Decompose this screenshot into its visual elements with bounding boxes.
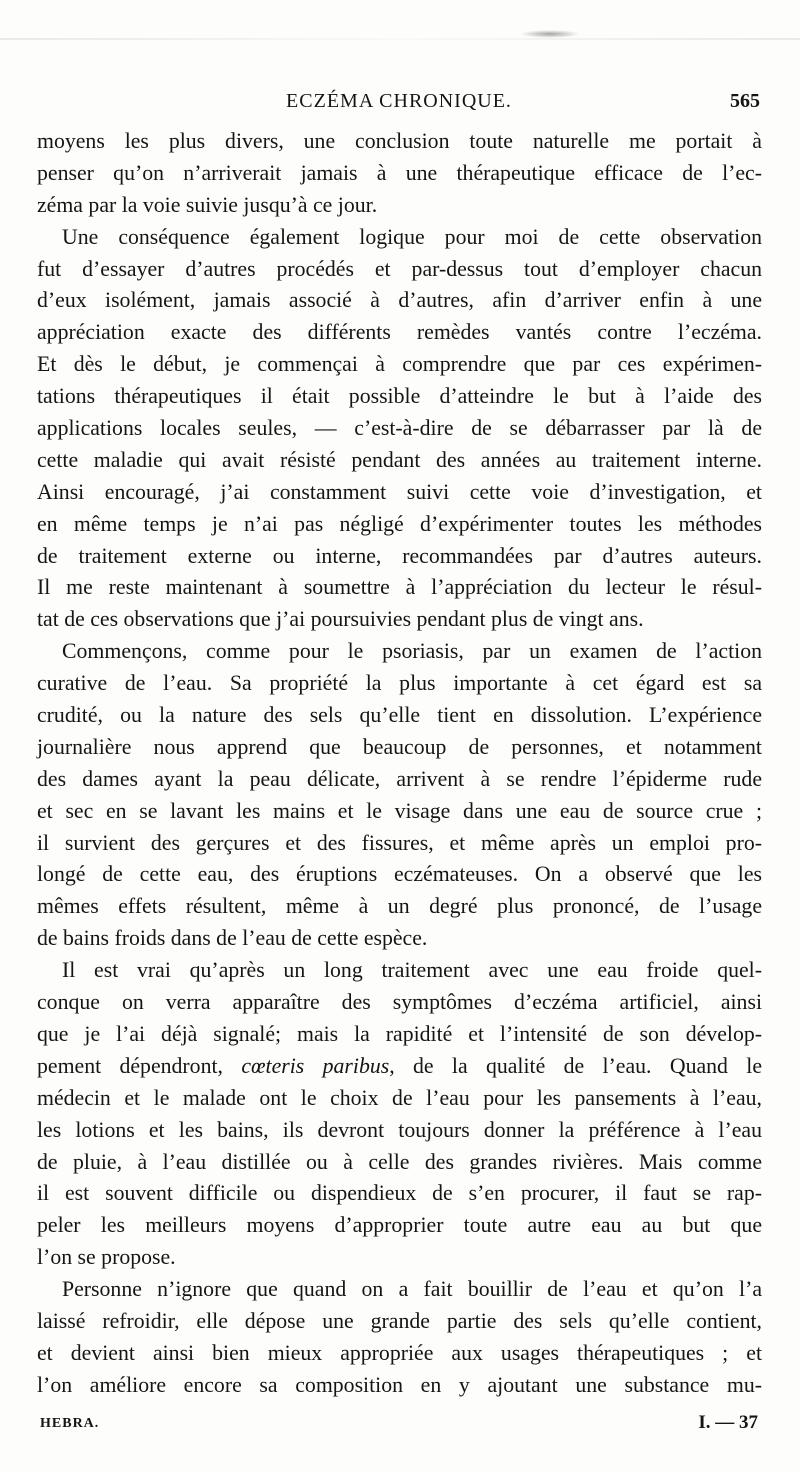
ink-smudge — [520, 30, 580, 38]
text-line: Personne n’ignore que quand on a fait bouillir de l’eau et qu’on l’a — [62, 1277, 762, 1302]
text-line: appréciation exacte des différents remèdes vantés contre l’eczéma. — [37, 320, 762, 345]
text-line: tat de ces observations que j’ai poursuivies pendant plus de vingt ans. — [37, 607, 644, 632]
body-text — [37, 126, 762, 1402]
text-fragment: , de la qualité de l’eau. Quand le — [389, 1053, 762, 1078]
text-line: Commençons, comme pour le psoriasis, par un examen de l’action — [62, 639, 762, 664]
text-line: il est souvent difficile ou dispendieux de s’en procurer, il faut se rap- — [37, 1181, 762, 1206]
text-line: longé de cette eau, des éruptions eczémateuses. On a observé que les — [37, 862, 762, 887]
page-number: 565 — [730, 90, 760, 112]
text-line: moyens les plus divers, une conclusion toute naturelle me portait à — [37, 129, 762, 153]
text-line: tations thérapeutiques il était possible d’atteindre le but à l’aide des — [37, 384, 762, 409]
text-line: et devient ainsi bien mieux appropriée aux usages thérapeutiques ; et — [37, 1340, 762, 1365]
text-line: applications locales seules, — c’est-à-dire de se débarrasser par là de — [37, 416, 762, 441]
text-line: laissé refroidir, elle dépose une grande partie des sels qu’elle contient, — [37, 1308, 762, 1333]
text-line: Une conséquence également logique pour moi de cette observation — [62, 224, 762, 249]
text-line: les lotions et les bains, ils devront toujours donner la préférence à l’eau — [37, 1117, 762, 1142]
text-line: que je l’ai déjà signalé; mais la rapidité et l’intensité de son dévelop- — [37, 1021, 762, 1046]
text-line: mêmes effets résultent, même à un degré plus prononcé, de l’usage — [37, 894, 762, 919]
page-edge-shadow — [0, 38, 800, 40]
page-footer — [38, 1412, 758, 1440]
text-line: fut d’essayer d’autres procédés et par-dessus tout d’employer chacun — [37, 256, 762, 281]
text-line: cette maladie qui avait résisté pendant des années au traitement interne. — [37, 447, 762, 472]
text-line: médecin et le malade ont le choix de l’eau pour les pansements à l’eau, — [37, 1085, 762, 1110]
text-line: zéma par la voie suivie jusqu’à ce jour. — [37, 192, 378, 217]
text-line: et sec en se lavant les mains et le visage dans une eau de source crue ; — [37, 798, 762, 823]
text-line: il survient des gerçures et des fissures, et même après un emploi pro- — [37, 830, 762, 855]
text-line: des dames ayant la peau délicate, arrivent à se rendre l’épiderme rude — [37, 766, 762, 791]
text-line: d’eux isolément, jamais associé à d’autres, afin d’arriver enfin à une — [37, 288, 762, 313]
sheet-mark: I. — 37 — [698, 1412, 758, 1433]
text-line: curative de l’eau. Sa propriété la plus importante à cet égard est sa — [37, 671, 762, 696]
text-line: de pluie, à l’eau distillée ou à celle des grandes rivières. Mais comme — [37, 1149, 762, 1174]
text-line: Et dès le début, je commençai à comprendre que par ces expérimen- — [37, 352, 762, 377]
page-header — [38, 90, 760, 120]
text-line: de traitement externe ou interne, recommandées par d’autres auteurs. — [37, 543, 762, 568]
text-line: peler les meilleurs moyens d’approprier toute autre eau au but que — [37, 1213, 762, 1238]
running-title: ECZÉMA CHRONIQUE. — [286, 90, 512, 112]
text-line: de bains froids dans de l’eau de cette espèce. — [37, 926, 428, 951]
text-line: Il est vrai qu’après un long traitement avec une eau froide quel- — [62, 958, 762, 983]
text-line: conque on verra apparaître des symptômes d’eczéma artificiel, ainsi — [37, 990, 762, 1015]
text-line: crudité, ou la nature des sels qu’elle tient en dissolution. L’expérience — [37, 703, 762, 728]
text-line: l’on se propose. — [37, 1245, 176, 1270]
text-fragment: pement dépendront, — [37, 1053, 242, 1078]
text-line: penser qu’on n’arriverait jamais à une thérapeutique efficace de l’ec- — [37, 160, 762, 185]
printer-signature: HEBRA. — [40, 1416, 100, 1431]
text-line: Ainsi encouragé, j’ai constamment suivi cette voie d’investigation, et — [37, 479, 762, 504]
text-line: journalière nous apprend que beaucoup de personnes, et notamment — [37, 734, 762, 759]
text-line: l’on améliore encore sa composition en y ajoutant une substance mu- — [37, 1372, 762, 1397]
text-line — [37, 1051, 762, 1083]
italic-phrase: cœteris paribus — [241, 1053, 390, 1078]
text-line: en même temps je n’ai pas négligé d’expérimenter toutes les méthodes — [37, 511, 762, 536]
text-line: Il me reste maintenant à soumettre à l’appréciation du lecteur le résul- — [37, 575, 762, 600]
